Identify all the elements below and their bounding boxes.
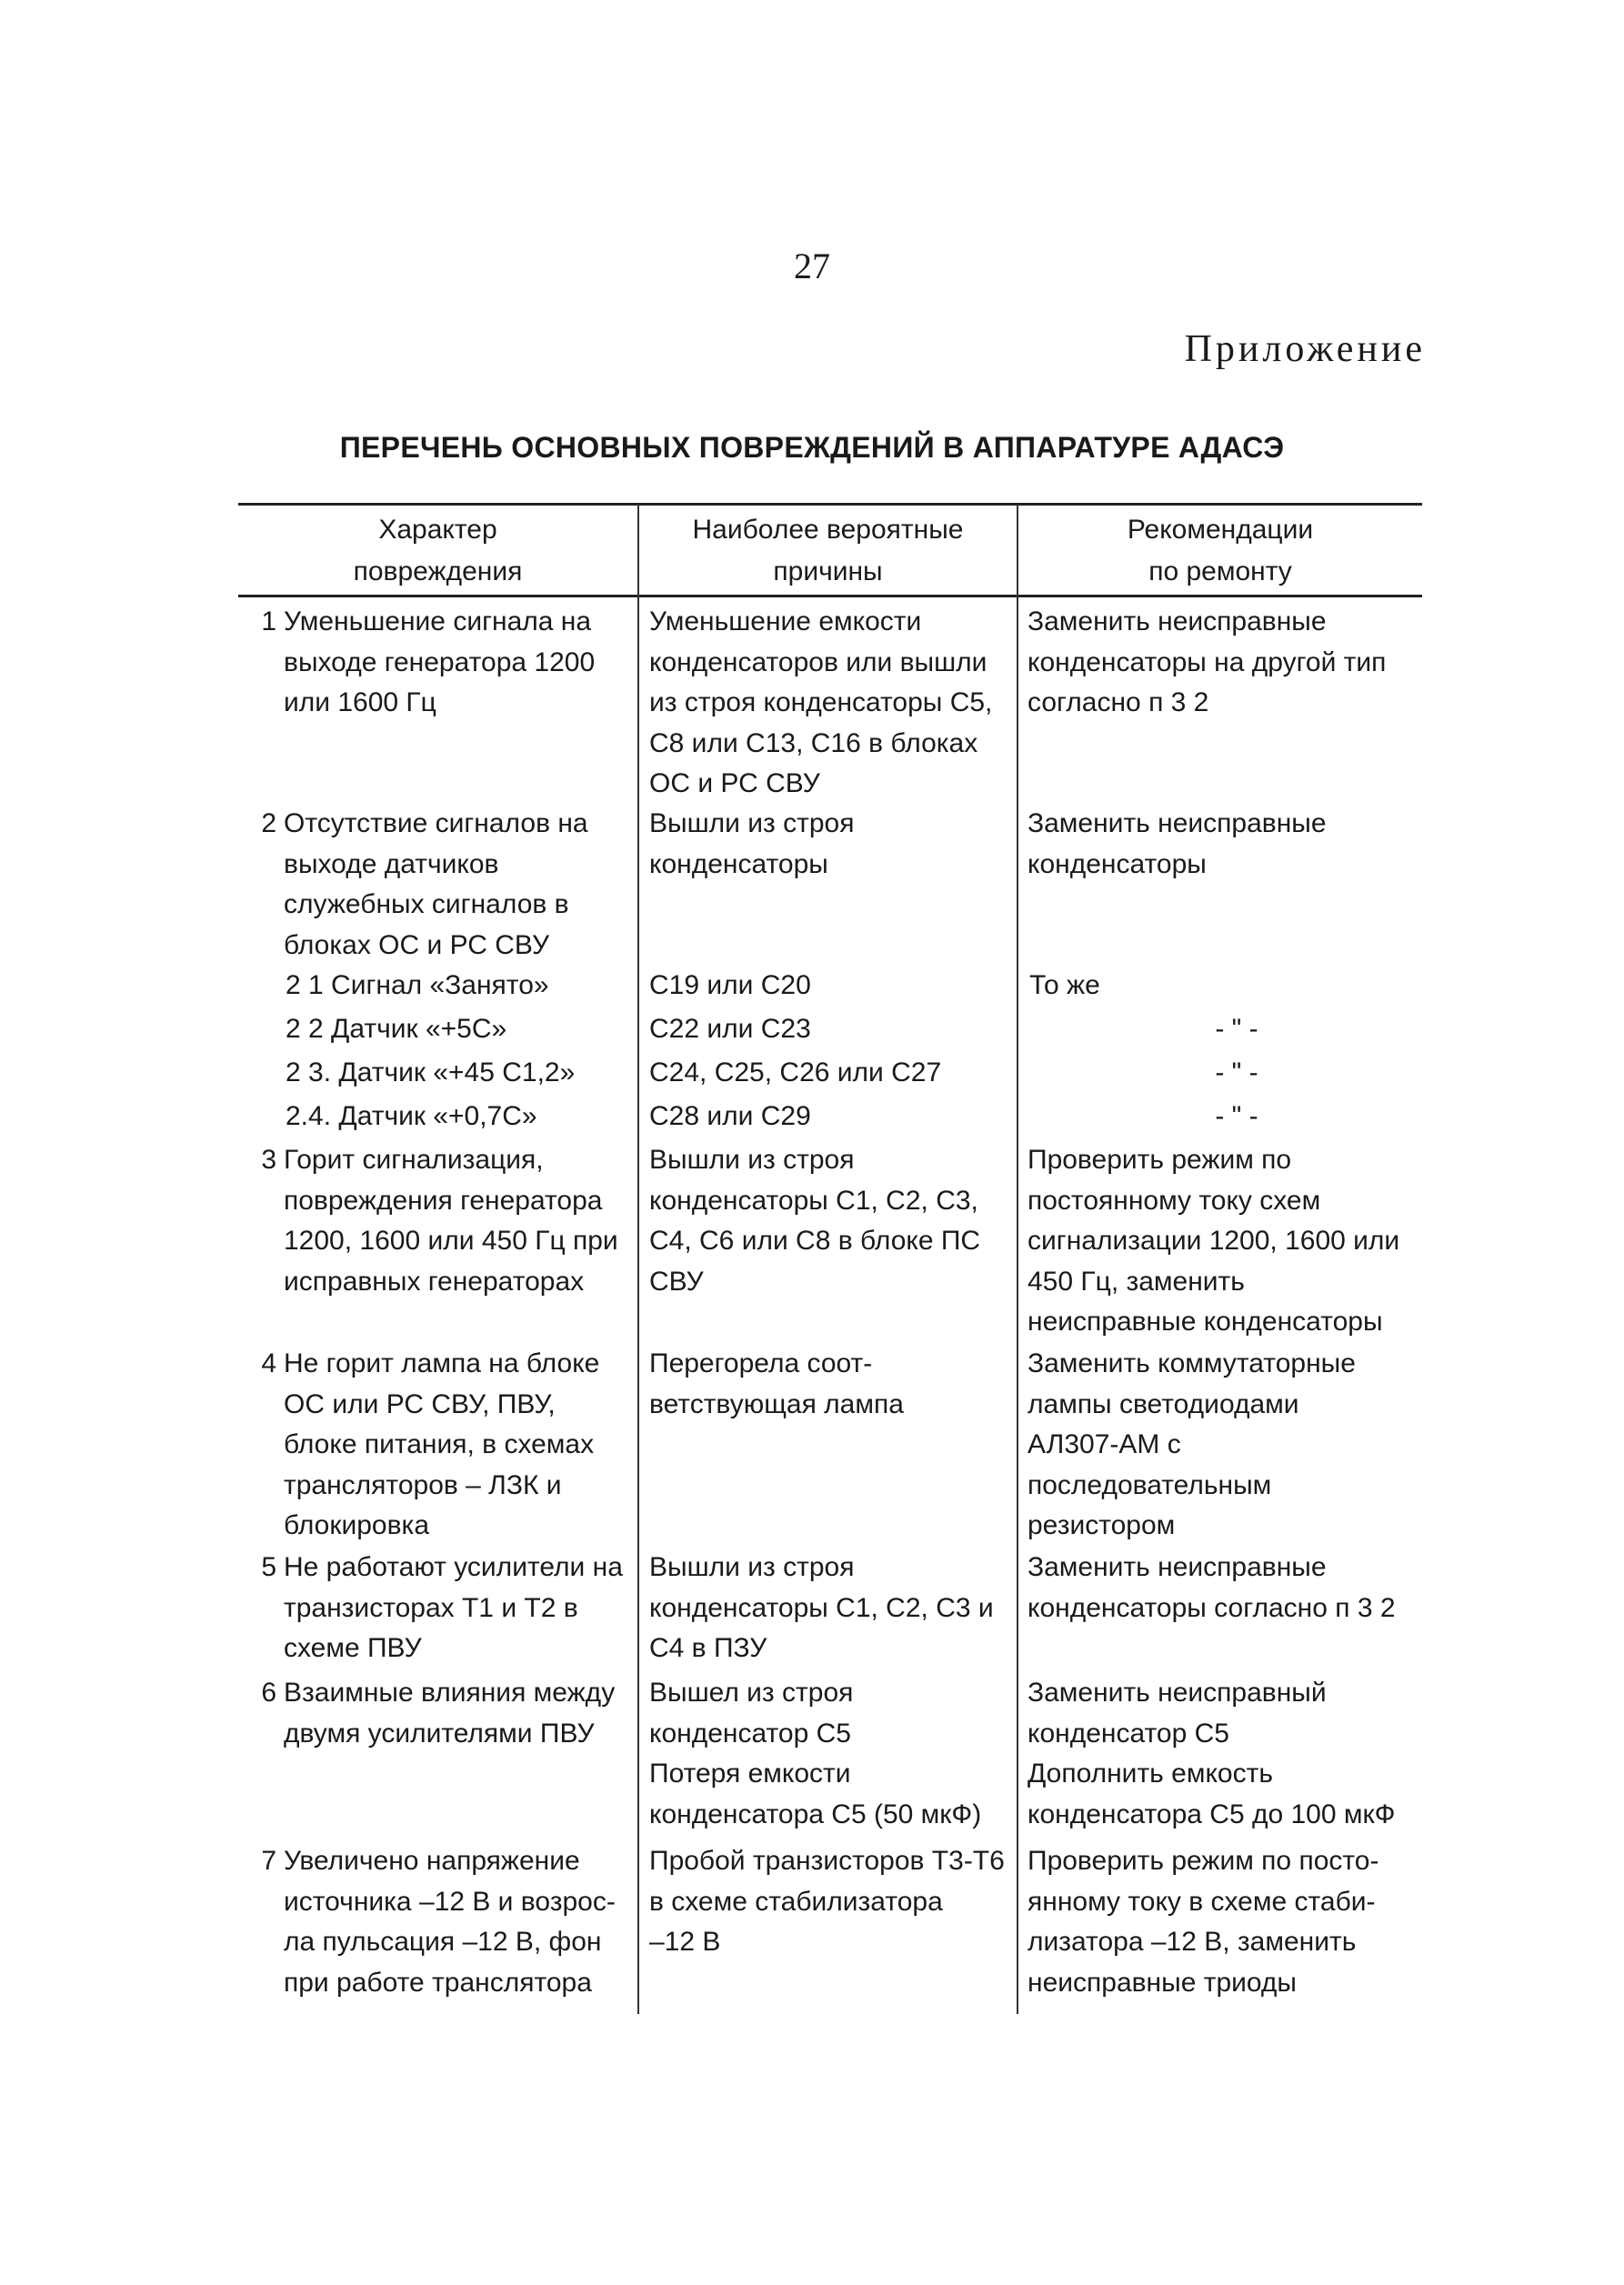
damage-cell: Не работают усилители на транзисторах Т1 и Т2 в схеме ПВУ bbox=[284, 1552, 623, 1663]
fix-cell: Проверить режим по посто- янному току в схеме стаби- лизатора –12 В, заменить неисправные триоды bbox=[1028, 1846, 1379, 1998]
header-cause: Наиболее вероятные причины bbox=[692, 515, 964, 586]
cause-cell: С19 или С20 bbox=[649, 970, 811, 1000]
column-divider-1 bbox=[637, 505, 639, 2014]
fix-cell: Проверить режим по постоянному току схем сигнализации 1200, 1600 или 450 Гц, заменить неисправные конденсаторы bbox=[1028, 1145, 1400, 1337]
appendix-label: Приложение bbox=[1184, 328, 1426, 370]
cause-cell: Вышли из строя конденсаторы С1, С2, С3, С4, С6 или С8 в блоке ПС СВУ bbox=[649, 1145, 981, 1297]
document-title: ПЕРЕЧЕНЬ ОСНОВНЫХ ПОВРЕЖДЕНИЙ В АППАРАТУРЕ АДАСЭ bbox=[339, 431, 1285, 464]
row-number: 1 bbox=[261, 606, 276, 636]
column-divider-2 bbox=[1017, 505, 1018, 2014]
fix-cell: Заменить коммутаторные лампы светодиодами АЛ307-АМ с последовательным резистором bbox=[1028, 1348, 1356, 1540]
fix-cell: - " - bbox=[1215, 1014, 1258, 1044]
damage-cell: Отсутствие сигналов на выходе датчиков служебных сигналов в блоках ОС и РС СВУ bbox=[284, 808, 588, 960]
fix-cell: Заменить неисправные конденсаторы на другой тип согласно п 3 2 bbox=[1028, 606, 1387, 717]
cause-cell: Пробой транзисторов Т3-Т6 в схеме стабилизатора –12 В bbox=[649, 1846, 1005, 1957]
cause-cell: С22 или С23 bbox=[649, 1014, 811, 1044]
damage-cell: Горит сигнализация, повреждения генератора 1200, 1600 или 450 Гц при исправных генераторах bbox=[284, 1145, 618, 1297]
damage-cell: Увеличено напряжение источника –12 В и возрос- ла пульсация –12 В, фон при работе транслятора bbox=[284, 1846, 616, 1998]
cause-cell: С24, С25, С26 или С27 bbox=[649, 1057, 942, 1087]
damage-cell: Не горит лампа на блоке ОС или РС СВУ, ПВУ, блоке питания, в схемах трансляторов – ЛЗК и блокировка bbox=[284, 1348, 600, 1540]
damage-cell: 2 3. Датчик «+45 С1,2» bbox=[286, 1057, 576, 1087]
row-number: 2 bbox=[261, 808, 276, 838]
page-number: 27 bbox=[794, 246, 830, 286]
cause-cell: Вышли из строя конденсаторы bbox=[649, 808, 855, 879]
damage-cell: 2 1 Сигнал «Занято» bbox=[286, 970, 549, 1000]
fix-cell: Заменить неисправные конденсаторы bbox=[1028, 808, 1327, 879]
cause-cell: Перегорела соот- ветствующая лампа bbox=[649, 1348, 904, 1419]
fix-cell: Заменить неисправный конденсатор С5 Дополнить емкость конденсатора С5 до 100 мкФ bbox=[1028, 1678, 1396, 1829]
row-number: 3 bbox=[261, 1145, 276, 1175]
table-header-rule bbox=[238, 595, 1422, 597]
damage-cell: 2.4. Датчик «+0,7С» bbox=[286, 1101, 537, 1131]
header-fix: Рекомендации по ремонту bbox=[1127, 515, 1314, 586]
row-number: 7 bbox=[261, 1846, 276, 1876]
row-number: 6 bbox=[261, 1678, 276, 1708]
table-top-rule bbox=[238, 503, 1422, 506]
fix-cell: То же bbox=[1029, 970, 1100, 1000]
fix-cell: - " - bbox=[1215, 1101, 1258, 1131]
damage-cell: Взаимные влияния между двумя усилителями ПВУ bbox=[284, 1678, 616, 1749]
cause-cell: Уменьшение емкости конденсаторов или вышли из строя конденсаторы С5, С8 или С13, С16 в блоках ОС и РС СВУ bbox=[649, 606, 993, 798]
fix-cell: - " - bbox=[1215, 1057, 1258, 1087]
header-damage: Характер повреждения bbox=[353, 515, 523, 586]
cause-cell: Вышли из строя конденсаторы С1, С2, С3 и С4 в ПЗУ bbox=[649, 1552, 994, 1663]
damage-cell: Уменьшение сигнала на выходе генератора 1200 или 1600 Гц bbox=[284, 606, 596, 717]
row-number: 4 bbox=[261, 1348, 276, 1378]
damage-cell: 2 2 Датчик «+5С» bbox=[286, 1014, 507, 1044]
cause-cell: Вышел из строя конденсатор С5 Потеря емкости конденсатора С5 (50 мкФ) bbox=[649, 1678, 982, 1829]
fix-cell: Заменить неисправные конденсаторы согласно п 3 2 bbox=[1028, 1552, 1396, 1623]
cause-cell: С28 или С29 bbox=[649, 1101, 811, 1131]
row-number: 5 bbox=[261, 1552, 276, 1582]
